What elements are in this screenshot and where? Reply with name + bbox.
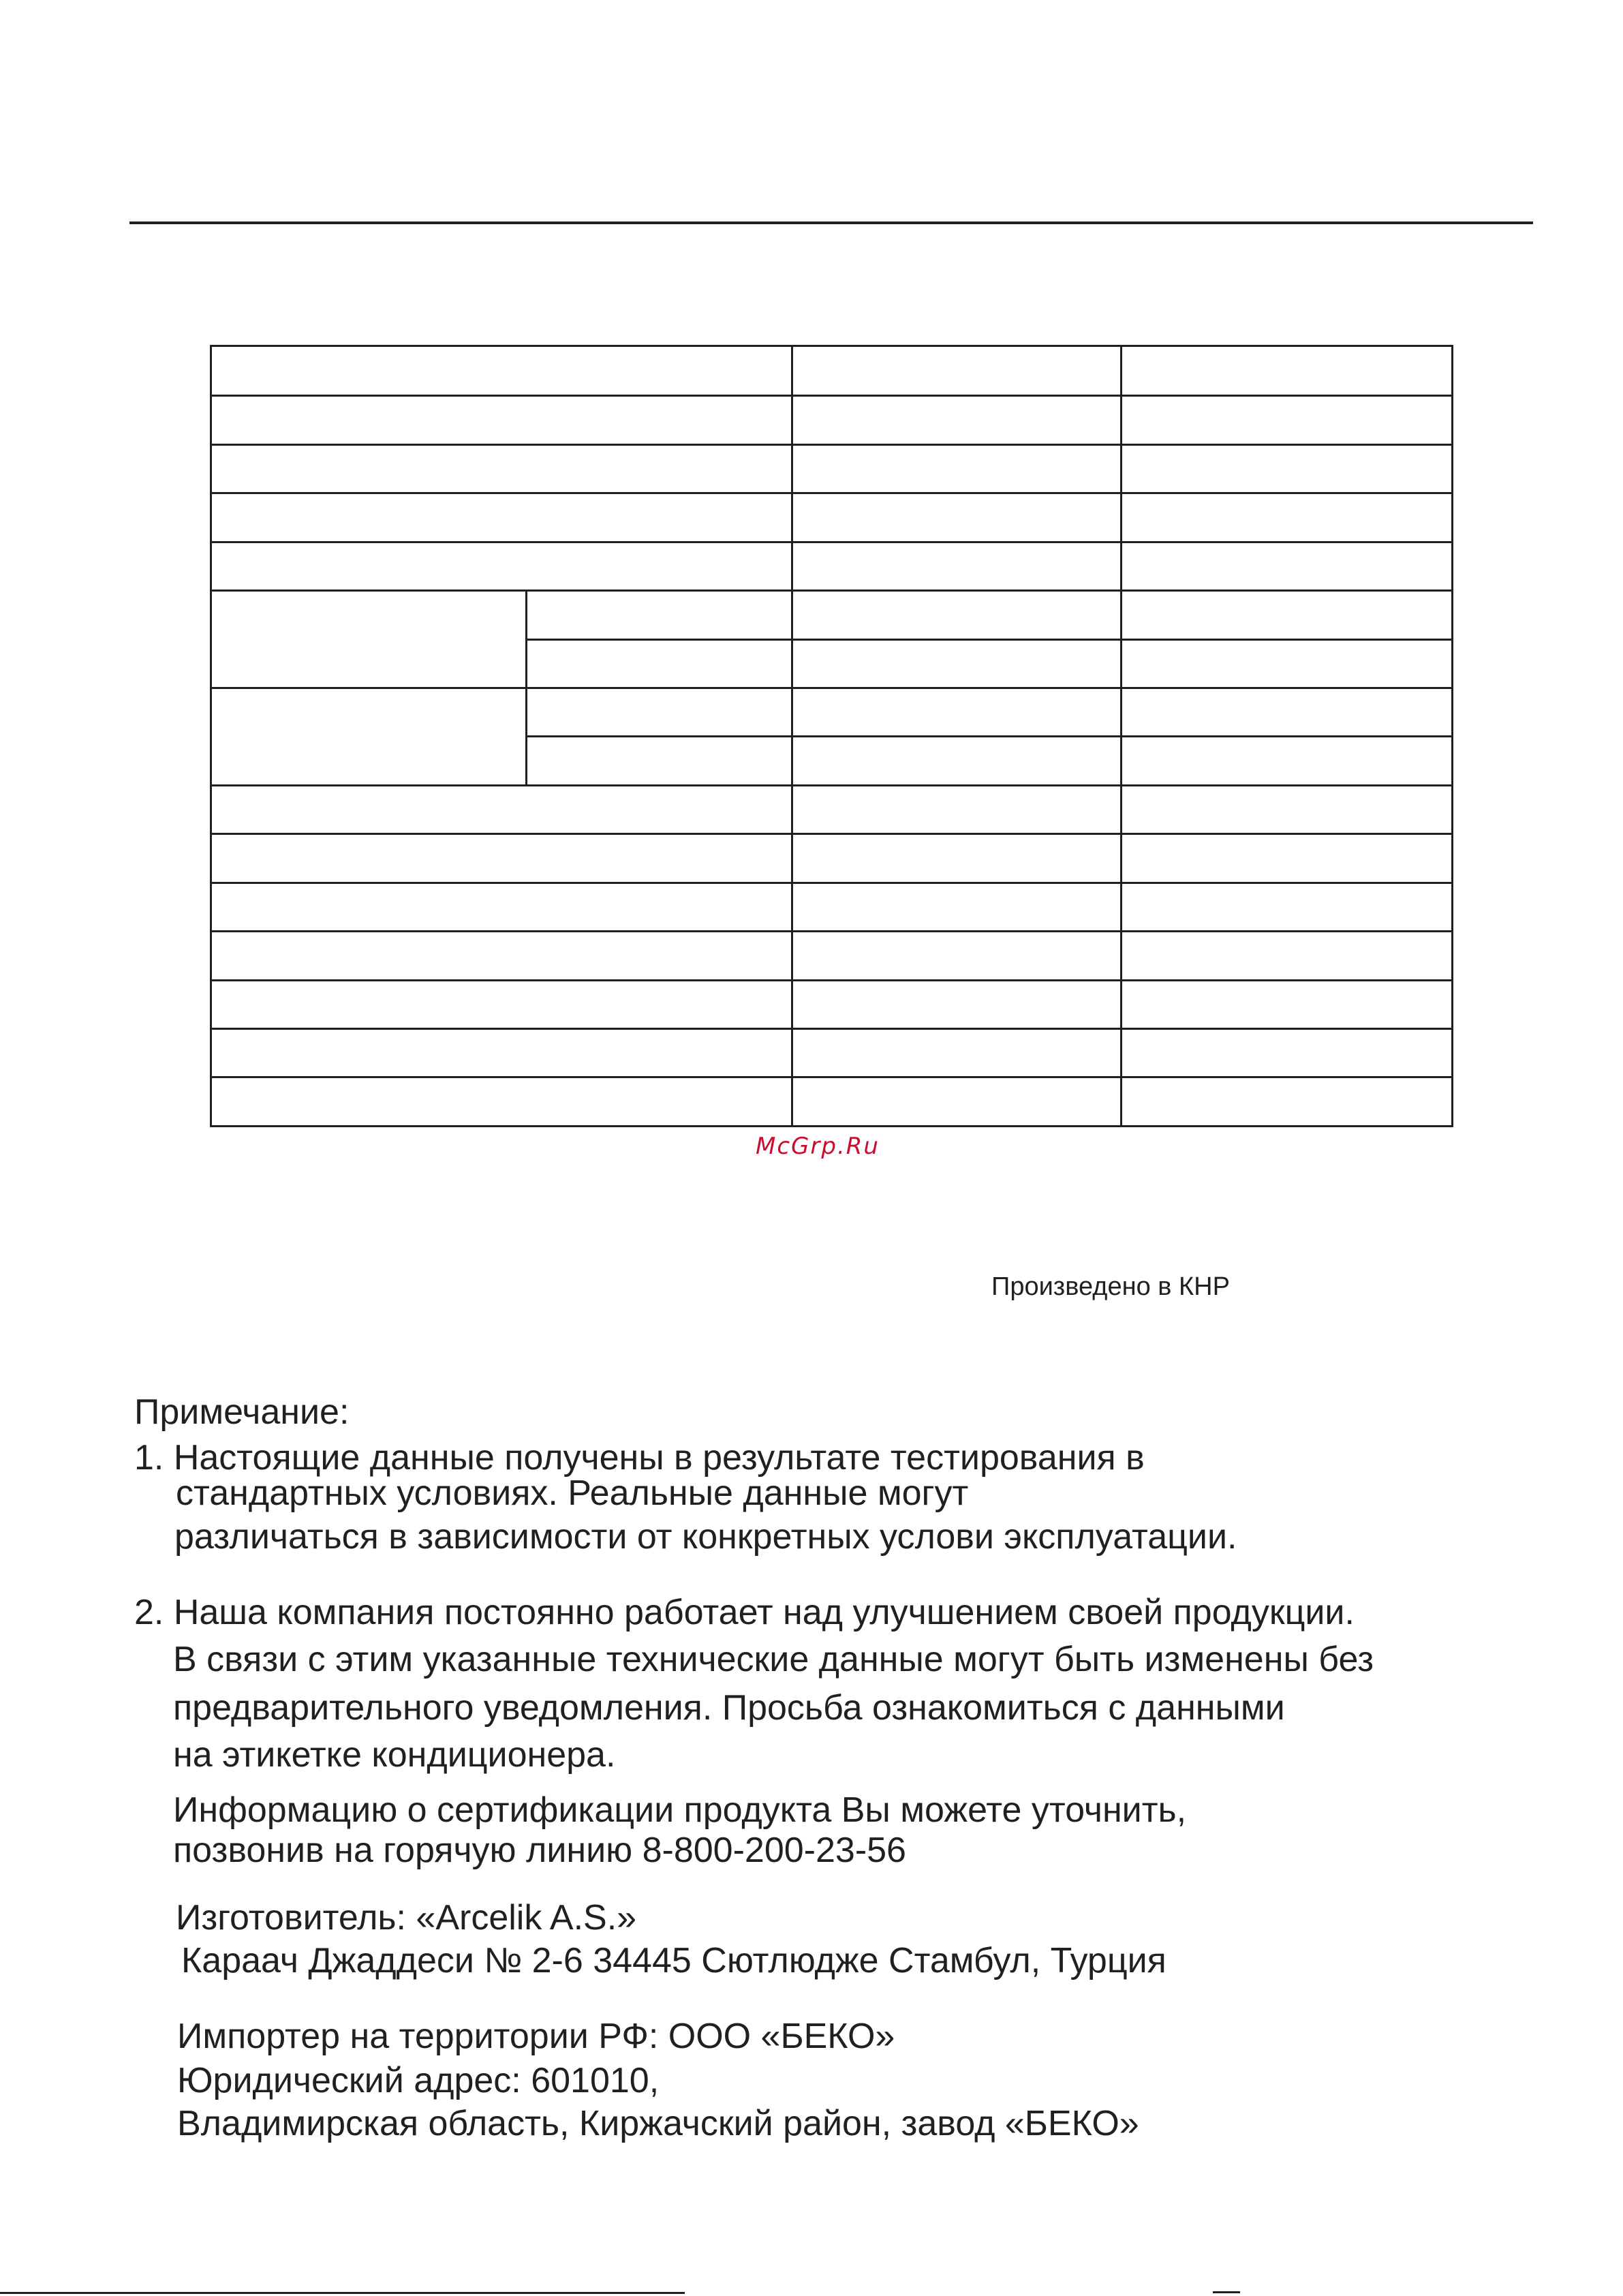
table-row	[211, 591, 1453, 639]
note-1-line-2: стандартных условиях. Реальные данные могут	[176, 1473, 969, 1513]
table-cell	[211, 883, 792, 931]
certification-line-2: позвонив на горячую линию 8-800-200-23-56	[173, 1831, 906, 1870]
table-cell	[1122, 883, 1453, 931]
country-of-origin: Произведено в КНР	[991, 1272, 1230, 1301]
notes-heading: Примечание:	[134, 1392, 350, 1432]
table-row	[211, 346, 1453, 396]
note-2-line-2: В связи с этим указанные технические данные могут быть изменены без	[173, 1640, 1374, 1679]
table-cell	[1122, 591, 1453, 639]
table-cell	[211, 688, 527, 785]
table-cell	[792, 737, 1122, 785]
note-2-line-1: 2. Наша компания постоянно работает над улучшением своей продукции.	[134, 1593, 1355, 1632]
table-cell	[527, 737, 792, 785]
table-cell	[792, 346, 1122, 396]
table-cell	[792, 785, 1122, 833]
note-1-line-1: 1. Настоящие данные получены в результате тестирования в	[134, 1438, 1145, 1478]
table-cell	[792, 542, 1122, 590]
table-cell	[1122, 493, 1453, 542]
table-cell	[1122, 785, 1453, 833]
table-cell	[211, 346, 792, 396]
watermark-link[interactable]: McGrp.Ru	[756, 1133, 880, 1160]
table-cell	[1122, 346, 1453, 396]
table-cell	[211, 591, 527, 688]
note-1-line-3: различаться в зависимости от конкретных услови эксплуатации.	[174, 1517, 1237, 1557]
manufacturer-line-1: Изготовитель: «Arcelik A.S.»	[176, 1898, 637, 1938]
table-cell	[1122, 688, 1453, 736]
table-row	[211, 834, 1453, 883]
importer-line-1: Импортер на территории РФ: ООО «БЕКО»	[177, 2017, 895, 2056]
table-row	[211, 688, 1453, 736]
table-cell	[1122, 834, 1453, 883]
table-cell	[1122, 396, 1453, 444]
table-cell	[1122, 980, 1453, 1028]
table-cell	[792, 688, 1122, 736]
table-cell	[211, 932, 792, 980]
table-cell	[211, 1028, 792, 1077]
importer-line-2: Юридический адрес: 601010,	[177, 2061, 660, 2100]
table-cell	[792, 591, 1122, 639]
table-cell	[792, 980, 1122, 1028]
table-cell	[792, 396, 1122, 444]
table-cell	[1122, 542, 1453, 590]
table-cell	[792, 834, 1122, 883]
note-2-line-3: предварительного уведомления. Просьба ознакомиться с данными	[173, 1688, 1285, 1728]
table-row	[211, 542, 1453, 590]
table-row	[211, 1028, 1453, 1077]
table-cell	[792, 1028, 1122, 1077]
table-cell	[211, 1077, 792, 1127]
table-cell	[527, 639, 792, 688]
header-rule	[129, 221, 1533, 224]
table-cell	[527, 591, 792, 639]
table-row	[211, 493, 1453, 542]
table-cell	[1122, 1028, 1453, 1077]
table-cell	[792, 1077, 1122, 1127]
table-cell	[792, 493, 1122, 542]
table-row	[211, 883, 1453, 931]
table-cell	[1122, 1077, 1453, 1127]
table-cell	[211, 493, 792, 542]
importer-line-3: Владимирская область, Киржачский район, завод «БЕКО»	[177, 2104, 1139, 2143]
table-row	[211, 444, 1453, 493]
table-cell	[211, 444, 792, 493]
table-cell	[792, 883, 1122, 931]
table-row	[211, 785, 1453, 833]
table-cell	[792, 444, 1122, 493]
table-cell	[1122, 444, 1453, 493]
table-cell	[211, 785, 792, 833]
table-row	[211, 932, 1453, 980]
manufacturer-line-2: Караач Джаддеси № 2-6 34445 Сютлюдже Стамбул, Турция	[181, 1941, 1166, 1980]
table-cell	[211, 542, 792, 590]
table-cell	[792, 932, 1122, 980]
table-cell	[527, 688, 792, 736]
table-cell	[1122, 932, 1453, 980]
table-row	[211, 1077, 1453, 1127]
table-cell	[1122, 639, 1453, 688]
footer-rule	[0, 2292, 685, 2294]
table-cell	[211, 980, 792, 1028]
table-cell	[211, 834, 792, 883]
table-row	[211, 980, 1453, 1028]
specification-table	[210, 345, 1453, 1127]
table-cell	[1122, 737, 1453, 785]
table-row	[211, 396, 1453, 444]
table-cell	[211, 396, 792, 444]
certification-line-1: Информацию о сертификации продукта Вы можете уточнить,	[173, 1790, 1187, 1830]
table-cell	[792, 639, 1122, 688]
note-2-line-4: на этикетке кондиционера.	[173, 1735, 616, 1775]
footer-mark	[1213, 2291, 1240, 2293]
